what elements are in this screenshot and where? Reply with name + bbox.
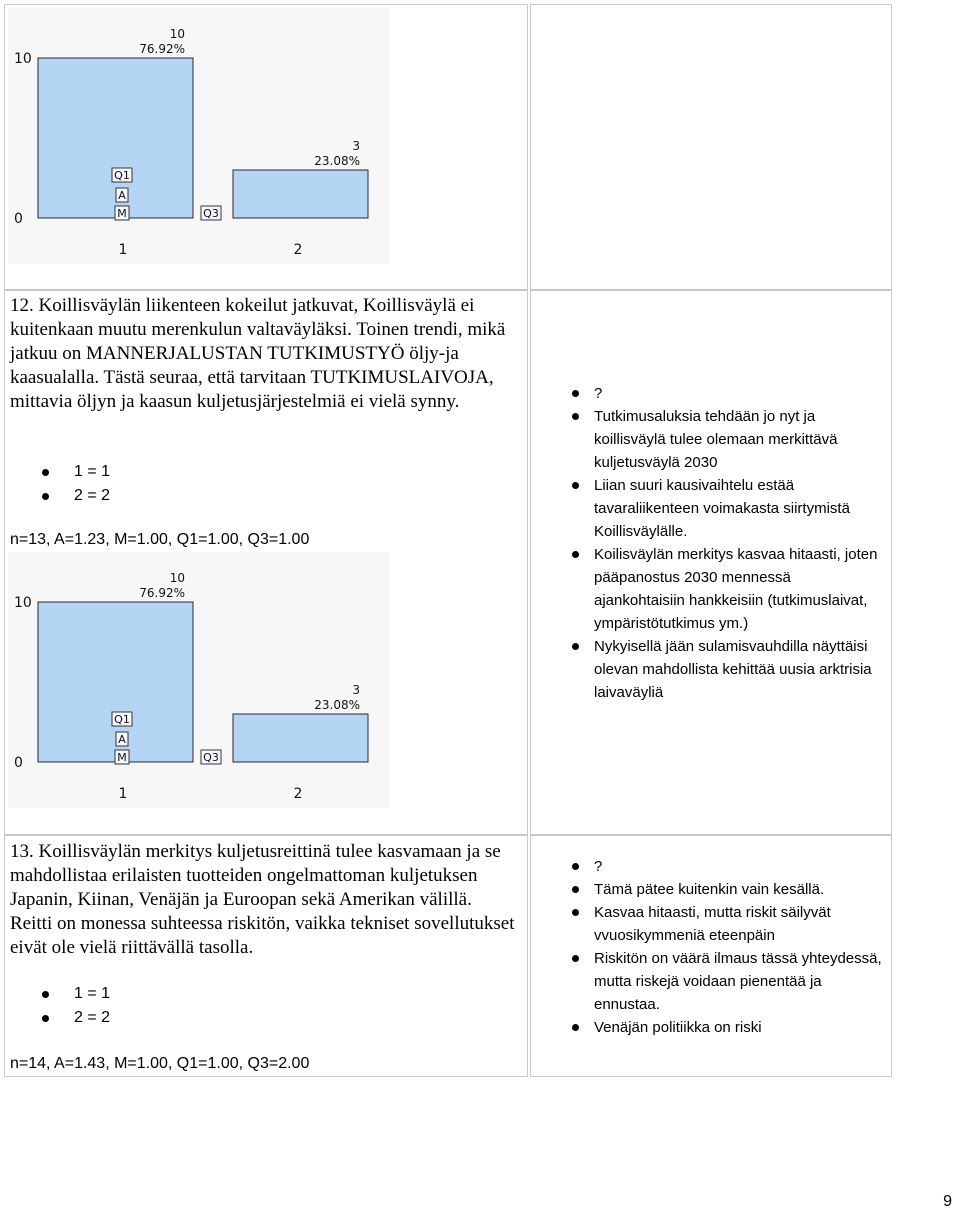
q13-option-2: 2 = 2 [10,1006,310,1030]
count-label: 3 [352,683,360,697]
x-tick-label: 2 [293,786,303,802]
q13-comment: Riskitön on väärä ilmaus tässä yhteydessä, mutta riskejä voidaan pienentää ja ennustaa. [566,947,884,1016]
q12-stats: n=13, A=1.23, M=1.00, Q1=1.00, Q3=1.00 [10,531,310,548]
count-label: 10 [169,571,185,585]
x-tick-label: 1 [118,786,128,802]
chart-q12 [8,552,390,808]
q13-comment: ? [566,855,884,878]
chart-q12-svg [8,552,390,808]
q12-comment: Koilisväylän merkitys kasvaa hitaasti, joten pääpanostus 2030 mennessä ajankohtaisiin hankkeisiin (tutkimuslaivat, ympäristötutkimus ym.) [566,543,884,635]
percent-label: 23.08% [314,154,360,168]
page-number: 9 [943,1193,952,1210]
marker-label: Q3 [203,207,219,220]
chart-q12-layer [14,571,368,802]
percent-label: 76.92% [139,42,185,56]
count-label: 10 [169,27,185,41]
marker-label: Q3 [203,751,219,764]
bar [233,170,368,218]
chart-previous-svg [8,8,390,264]
marker-label: M [117,751,127,764]
q13-option-1: 1 = 1 [10,982,310,1006]
marker-label: Q1 [114,169,130,182]
y-tick-label: 0 [14,211,23,227]
q13-comment: Venäjän politiikka on riski [566,1016,884,1039]
q12-comments [566,382,884,704]
q12-option-1: 1 = 1 [10,460,310,484]
q12-options [10,460,310,508]
q12-comment: Nykyisellä jään sulamisvauhdilla näyttäisi olevan mahdollista kehittää uusia arktrisia laivaväyliä [566,635,884,704]
q13-question-text: 13. Koillisväylän merkitys kuljetusreittinä tulee kasvamaan ja se mahdollistaa erilaisten tuotteiden ongelmattoman kuljetuksen Japanin, Kiinan, Venäjän ja Euroopan sekä Amerikan välillä. Reitti on monessa suhteessa riskitön, vaikka tekniset sovellutukset eivät ole vielä riittävällä tasolla. [10,841,515,958]
y-tick-label: 10 [14,51,32,67]
q13-comment: Kasvaa hitaasti, mutta riskit säilyvät vvuosikymmeniä eteenpäin [566,901,884,947]
q12-comment: Liian suuri kausivaihtelu estää tavaraliikenteen voimakasta siirtymistä Koillisväylälle. [566,474,884,543]
q12-option-2: 2 = 2 [10,484,310,508]
chart-previous [8,8,390,264]
q13-options [10,982,310,1030]
chart-previous-layer [14,27,368,258]
y-tick-label: 0 [14,755,23,771]
q13-comments [566,855,884,1039]
percent-label: 76.92% [139,586,185,600]
q12-comment: ? [566,382,884,405]
q12-question-text: 12. Koillisväylän liikenteen kokeilut jatkuvat, Koillisväylä ei kuitenkaan muutu merenkulun valtaväyläksi. Toinen trendi, mikä jatkuu on MANNERJALUSTAN TUTKIMUSTYÖ öljy-ja kaasualalla. Tästä seuraa, että tarvitaan TUTKIMUSLAIVOJA, mittavia öljyn ja kaasun kuljetusjärjestelmiä ei vielä synny. [10,295,506,412]
q13-stats: n=14, A=1.43, M=1.00, Q1=1.00, Q3=2.00 [10,1055,310,1072]
percent-label: 23.08% [314,698,360,712]
q13-comment: Tämä pätee kuitenkin vain kesällä. [566,878,884,901]
bar [233,714,368,762]
q12-comment: Tutkimusaluksia tehdään jo nyt ja koillisväylä tulee olemaan merkittävä kuljetusväylä 2030 [566,405,884,474]
count-label: 3 [352,139,360,153]
x-tick-label: 1 [118,242,128,258]
top-right-cell [530,4,892,290]
x-tick-label: 2 [293,242,303,258]
y-tick-label: 10 [14,595,32,611]
marker-label: M [117,207,127,220]
marker-label: Q1 [114,713,130,726]
marker-label: A [118,733,126,746]
marker-label: A [118,189,126,202]
